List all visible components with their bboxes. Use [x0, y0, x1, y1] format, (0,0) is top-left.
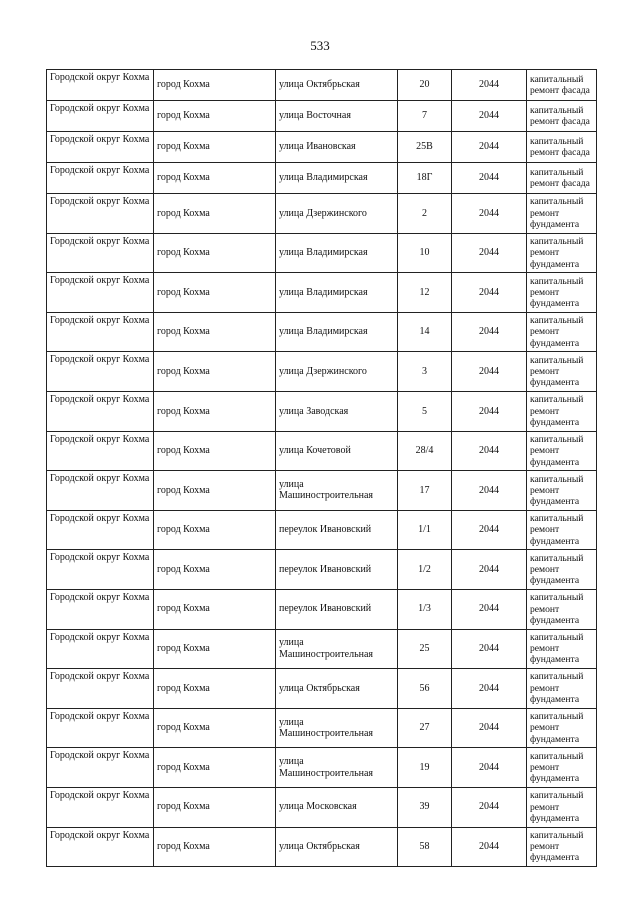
street-cell: улица Машиностроительная	[276, 708, 398, 748]
work-type-cell: капитальный ремонт фундамента	[527, 629, 597, 669]
work-type-cell: капитальный ремонт фундамента	[527, 352, 597, 392]
settlement-cell: город Кохма	[154, 589, 276, 629]
settlement-cell: город Кохма	[154, 352, 276, 392]
settlement-cell: город Кохма	[154, 550, 276, 590]
year-cell: 2044	[452, 708, 527, 748]
district-cell: Городской округ Кохма	[47, 194, 154, 234]
settlement-cell: город Кохма	[154, 273, 276, 313]
settlement-cell: город Кохма	[154, 827, 276, 867]
district-cell: Городской округ Кохма	[47, 708, 154, 748]
house-number-cell: 27	[398, 708, 452, 748]
district-cell: Городской округ Кохма	[47, 629, 154, 669]
work-type-cell: капитальный ремонт фундамента	[527, 708, 597, 748]
street-cell: улица Машиностроительная	[276, 471, 398, 511]
house-number-cell: 56	[398, 669, 452, 709]
settlement-cell: город Кохма	[154, 194, 276, 234]
street-cell: улица Владимирская	[276, 163, 398, 194]
settlement-cell: город Кохма	[154, 510, 276, 550]
district-cell: Городской округ Кохма	[47, 748, 154, 788]
street-cell: улица Владимирская	[276, 273, 398, 313]
street-cell: улица Дзержинского	[276, 194, 398, 234]
street-cell: улица Дзержинского	[276, 352, 398, 392]
table-row	[47, 312, 597, 352]
district-cell: Городской округ Кохма	[47, 669, 154, 709]
district-cell: Городской округ Кохма	[47, 352, 154, 392]
street-cell: улица Заводская	[276, 391, 398, 431]
district-cell: Городской округ Кохма	[47, 163, 154, 194]
settlement-cell: город Кохма	[154, 787, 276, 827]
repair-schedule-table	[46, 69, 597, 867]
year-cell: 2044	[452, 510, 527, 550]
year-cell: 2044	[452, 589, 527, 629]
street-cell: улица Восточная	[276, 101, 398, 132]
house-number-cell: 28/4	[398, 431, 452, 471]
work-type-cell: капитальный ремонт фасада	[527, 163, 597, 194]
street-cell: улица Октябрьская	[276, 827, 398, 867]
work-type-cell: капитальный ремонт фундамента	[527, 233, 597, 273]
table-row	[47, 471, 597, 511]
street-cell: улица Ивановская	[276, 132, 398, 163]
house-number-cell: 18Г	[398, 163, 452, 194]
table-row	[47, 629, 597, 669]
settlement-cell: город Кохма	[154, 431, 276, 471]
district-cell: Городской округ Кохма	[47, 391, 154, 431]
year-cell: 2044	[452, 748, 527, 788]
street-cell: улица Октябрьская	[276, 669, 398, 709]
table-row	[47, 708, 597, 748]
district-cell: Городской округ Кохма	[47, 101, 154, 132]
work-type-cell: капитальный ремонт фундамента	[527, 787, 597, 827]
street-cell: переулок Ивановский	[276, 589, 398, 629]
street-cell: улица Машиностроительная	[276, 748, 398, 788]
street-cell: улица Московская	[276, 787, 398, 827]
year-cell: 2044	[452, 787, 527, 827]
district-cell: Городской округ Кохма	[47, 312, 154, 352]
table-row	[47, 233, 597, 273]
street-cell: улица Кочетовой	[276, 431, 398, 471]
year-cell: 2044	[452, 827, 527, 867]
year-cell: 2044	[452, 194, 527, 234]
work-type-cell: капитальный ремонт фундамента	[527, 550, 597, 590]
year-cell: 2044	[452, 163, 527, 194]
table-row	[47, 787, 597, 827]
page-number: 533	[310, 38, 330, 53]
table-row	[47, 163, 597, 194]
table-row	[47, 70, 597, 101]
house-number-cell: 12	[398, 273, 452, 313]
work-type-cell: капитальный ремонт фундамента	[527, 431, 597, 471]
district-cell: Городской округ Кохма	[47, 827, 154, 867]
table-row	[47, 352, 597, 392]
work-type-cell: капитальный ремонт фундамента	[527, 510, 597, 550]
table-row	[47, 194, 597, 234]
table-row	[47, 748, 597, 788]
work-type-cell: капитальный ремонт фасада	[527, 70, 597, 101]
table-row	[47, 589, 597, 629]
work-type-cell: капитальный ремонт фундамента	[527, 471, 597, 511]
street-cell: улица Владимирская	[276, 312, 398, 352]
house-number-cell: 2	[398, 194, 452, 234]
house-number-cell: 25В	[398, 132, 452, 163]
house-number-cell: 5	[398, 391, 452, 431]
house-number-cell: 1/2	[398, 550, 452, 590]
work-type-cell: капитальный ремонт фундамента	[527, 194, 597, 234]
house-number-cell: 58	[398, 827, 452, 867]
settlement-cell: город Кохма	[154, 312, 276, 352]
settlement-cell: город Кохма	[154, 70, 276, 101]
settlement-cell: город Кохма	[154, 101, 276, 132]
settlement-cell: город Кохма	[154, 233, 276, 273]
year-cell: 2044	[452, 550, 527, 590]
house-number-cell: 39	[398, 787, 452, 827]
year-cell: 2044	[452, 132, 527, 163]
district-cell: Городской округ Кохма	[47, 431, 154, 471]
table-row	[47, 669, 597, 709]
settlement-cell: город Кохма	[154, 471, 276, 511]
table-row	[47, 550, 597, 590]
district-cell: Городской округ Кохма	[47, 510, 154, 550]
house-number-cell: 1/1	[398, 510, 452, 550]
year-cell: 2044	[452, 312, 527, 352]
work-type-cell: капитальный ремонт фундамента	[527, 748, 597, 788]
settlement-cell: город Кохма	[154, 163, 276, 194]
year-cell: 2044	[452, 391, 527, 431]
house-number-cell: 1/3	[398, 589, 452, 629]
street-cell: переулок Ивановский	[276, 510, 398, 550]
district-cell: Городской округ Кохма	[47, 550, 154, 590]
table-row	[47, 510, 597, 550]
year-cell: 2044	[452, 101, 527, 132]
house-number-cell: 10	[398, 233, 452, 273]
year-cell: 2044	[452, 233, 527, 273]
house-number-cell: 7	[398, 101, 452, 132]
house-number-cell: 20	[398, 70, 452, 101]
street-cell: улица Владимирская	[276, 233, 398, 273]
street-cell: улица Октябрьская	[276, 70, 398, 101]
year-cell: 2044	[452, 431, 527, 471]
work-type-cell: капитальный ремонт фундамента	[527, 827, 597, 867]
work-type-cell: капитальный ремонт фундамента	[527, 391, 597, 431]
work-type-cell: капитальный ремонт фундамента	[527, 312, 597, 352]
district-cell: Городской округ Кохма	[47, 471, 154, 511]
settlement-cell: город Кохма	[154, 669, 276, 709]
settlement-cell: город Кохма	[154, 748, 276, 788]
district-cell: Городской округ Кохма	[47, 70, 154, 101]
house-number-cell: 17	[398, 471, 452, 511]
district-cell: Городской округ Кохма	[47, 233, 154, 273]
street-cell: улица Машиностроительная	[276, 629, 398, 669]
table-row	[47, 391, 597, 431]
house-number-cell: 19	[398, 748, 452, 788]
work-type-cell: капитальный ремонт фундамента	[527, 589, 597, 629]
district-cell: Городской округ Кохма	[47, 787, 154, 827]
year-cell: 2044	[452, 273, 527, 313]
work-type-cell: капитальный ремонт фасада	[527, 132, 597, 163]
work-type-cell: капитальный ремонт фундамента	[527, 273, 597, 313]
work-type-cell: капитальный ремонт фундамента	[527, 669, 597, 709]
work-type-cell: капитальный ремонт фасада	[527, 101, 597, 132]
house-number-cell: 3	[398, 352, 452, 392]
settlement-cell: город Кохма	[154, 132, 276, 163]
table-row	[47, 827, 597, 867]
year-cell: 2044	[452, 471, 527, 511]
year-cell: 2044	[452, 629, 527, 669]
year-cell: 2044	[452, 669, 527, 709]
street-cell: переулок Ивановский	[276, 550, 398, 590]
year-cell: 2044	[452, 70, 527, 101]
house-number-cell: 25	[398, 629, 452, 669]
district-cell: Городской округ Кохма	[47, 589, 154, 629]
table-row	[47, 101, 597, 132]
district-cell: Городской округ Кохма	[47, 132, 154, 163]
year-cell: 2044	[452, 352, 527, 392]
house-number-cell: 14	[398, 312, 452, 352]
table-row	[47, 431, 597, 471]
table-row	[47, 132, 597, 163]
settlement-cell: город Кохма	[154, 629, 276, 669]
district-cell: Городской округ Кохма	[47, 273, 154, 313]
settlement-cell: город Кохма	[154, 391, 276, 431]
table-row	[47, 273, 597, 313]
settlement-cell: город Кохма	[154, 708, 276, 748]
